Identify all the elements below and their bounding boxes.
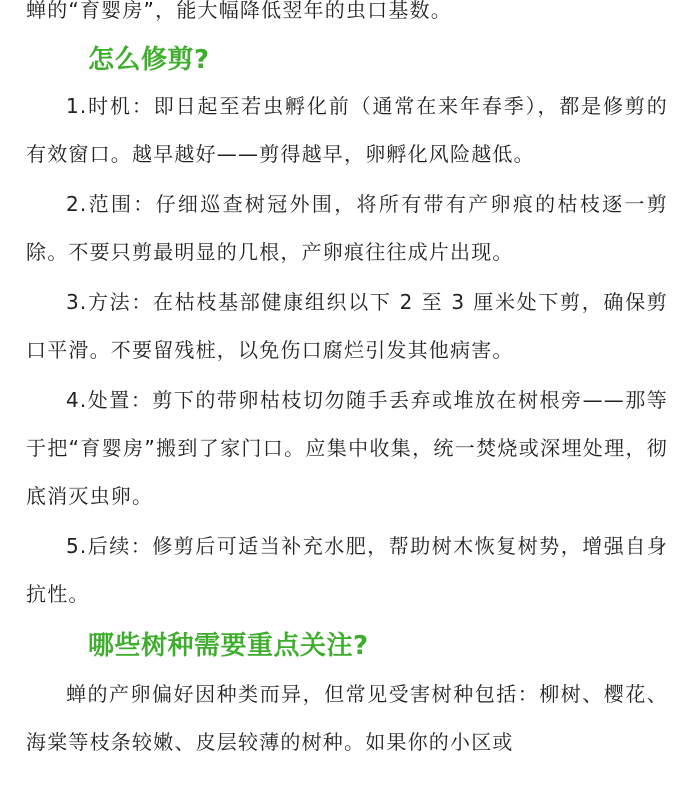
species-paragraph: 蝉的产卵偏好因种类而异，但常见受害树种包括：柳树、樱花、海棠等枝条较嫩、皮层较薄的树种。如果你的小区或 [26,682,668,754]
step-paragraph-2 [26,180,668,276]
step-text: 后续：修剪后可适当补充水肥，帮助树木恢复树势，增强自身抗性。 [26,534,668,606]
step-number: 4. [66,388,88,412]
step-number: 5. [66,534,88,558]
step-paragraph-4 [26,376,668,520]
section-heading-tree-species: 哪些树种需要重点关注? [88,631,369,661]
step-text: 时机：即日起至若虫孵化前（通常在来年春季），都是修剪的有效窗口。越早越好——剪得越早，卵孵化风险越低。 [26,94,668,166]
section-heading-how-to-prune: 怎么修剪? [88,45,210,75]
step-paragraph-5 [26,522,668,618]
step-text: 方法：在枯枝基部健康组织以下 2 至 3 厘米处下剪，确保剪口平滑。不要留残桩，以免伤口腐烂引发其他病害。 [26,290,668,362]
step-number: 1. [66,94,88,118]
step-paragraph-1 [26,82,668,178]
step-text: 范围：仔细巡查树冠外围，将所有带有产卵痕的枯枝逐一剪除。不要只剪最明显的几根，产卵痕往往成片出现。 [26,192,668,264]
step-text: 处置：剪下的带卵枯枝切勿随手丢弃或堆放在树根旁——那等于把“育婴房”搬到了家门口。应集中收集，统一焚烧或深埋处理，彻底消灭虫卵。 [26,388,668,508]
step-number: 3. [66,290,88,314]
intro-paragraph-tail: 蝉的“育婴房”，能大幅降低翌年的虫口基数。 [26,0,452,22]
step-number: 2. [66,192,88,216]
step-paragraph-3 [26,278,668,374]
